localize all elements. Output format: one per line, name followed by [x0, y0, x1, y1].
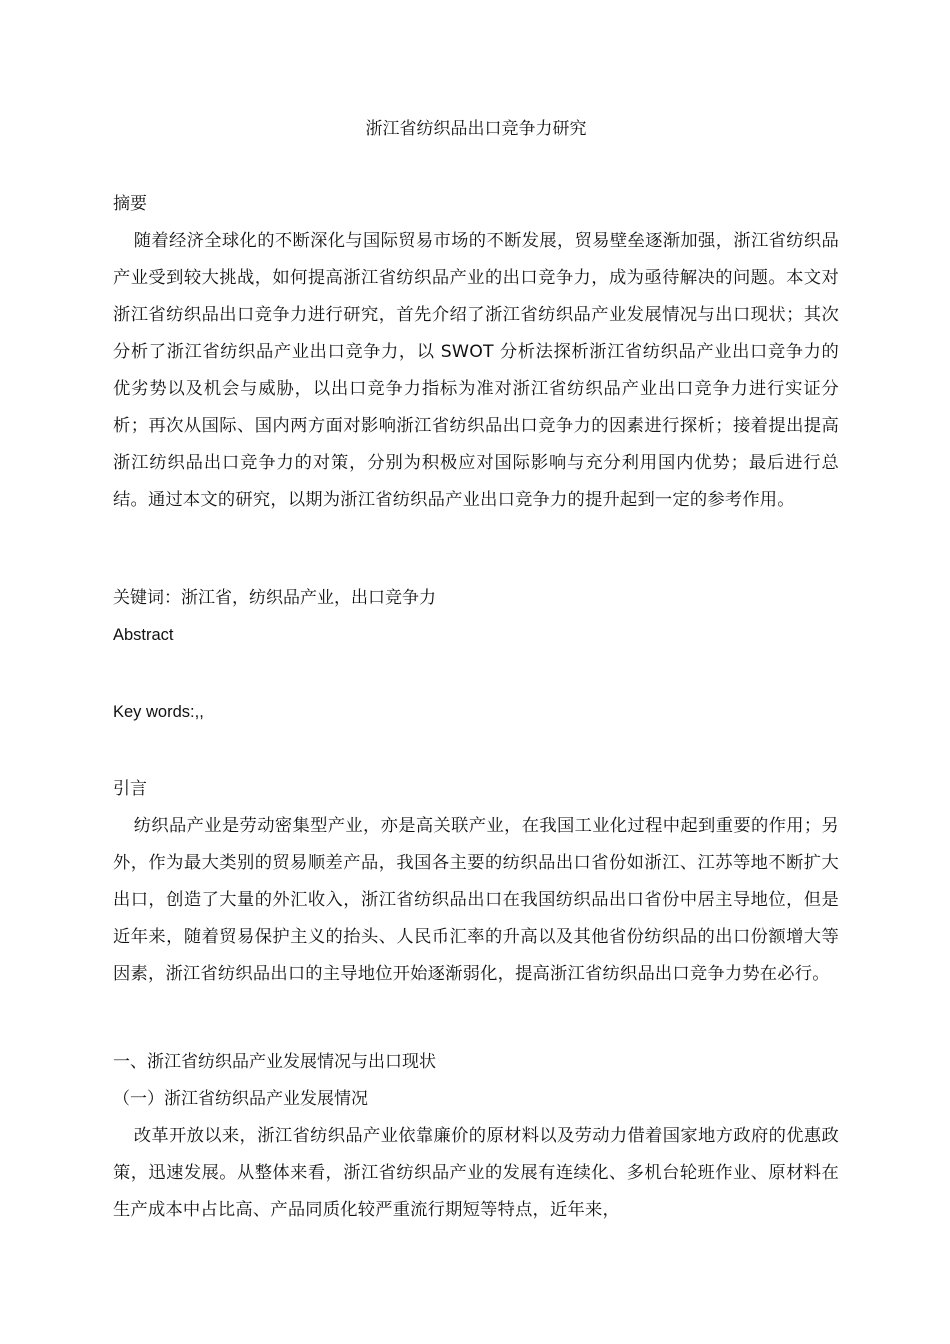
- intro-paragraph: 纺织品产业是劳动密集型产业，亦是高关联产业，在我国工业化过程中起到重要的作用；另外，作为最大类别的贸易顺差产品，我国各主要的纺织品出口省份如浙江、江苏等地不断扩大出口，创造了大量的外汇收入，浙江省纺织品出口在我国纺织品出口省份中居主导地位，但是近年来，随着贸易保护主义的抬头、人民币汇率的升高以及其他省份纺织品的出口份额增大等因素，浙江省纺织品出口的主导地位开始逐渐弱化，提高浙江省纺织品出口竞争力势在必行。: [113, 816, 839, 984]
- document-title: 浙江省纺织品出口竞争力研究: [365, 119, 587, 139]
- abstract-en-heading: Abstract: [113, 626, 174, 644]
- subsection-paragraph: 改革开放以来，浙江省纺织品产业依靠廉价的原材料以及劳动力借着国家地方政府的优惠政策，迅速发展。从整体来看，浙江省纺织品产业的发展有连续化、多机台轮班作业、原材料在生产成本中占比高、产品同质化较严重流行期短等特点，近年来，: [113, 1126, 839, 1220]
- intro-heading: 引言: [113, 779, 147, 799]
- abstract-heading: 摘要: [113, 194, 147, 214]
- section-heading: 一、浙江省纺织品产业发展情况与出口现状: [113, 1052, 436, 1072]
- keywords-en: Key words:,,: [113, 703, 204, 721]
- abstract-paragraph: 随着经济全球化的不断深化与国际贸易市场的不断发展，贸易壁垒逐渐加强，浙江省纺织品产业受到较大挑战，如何提高浙江省纺织品产业的出口竞争力，成为亟待解决的问题。本文对浙江省纺织品出口竞争力进行研究，首先介绍了浙江省纺织品产业发展情况与出口现状；其次分析了浙江省纺织品产业出口竞争力，以 SWOT 分析法探析浙江省纺织品产业出口竞争力的优劣势以及机会与威胁，以出口竞争力指标为准对浙江省纺织品产业出口竞争力进行实证分析；再次从国际、国内两方面对影响浙江省纺织品出口竞争力的因素进行探析；接着提出提高浙江纺织品出口竞争力的对策，分别为积极应对国际影响与充分利用国内优势；最后进行总结。通过本文的研究，以期为浙江省纺织品产业出口竞争力的提升起到一定的参考作用。: [113, 231, 839, 510]
- subsection-heading: （一）浙江省纺织品产业发展情况: [113, 1089, 368, 1109]
- keywords-cn: 关键词：浙江省，纺织品产业，出口竞争力: [113, 588, 436, 608]
